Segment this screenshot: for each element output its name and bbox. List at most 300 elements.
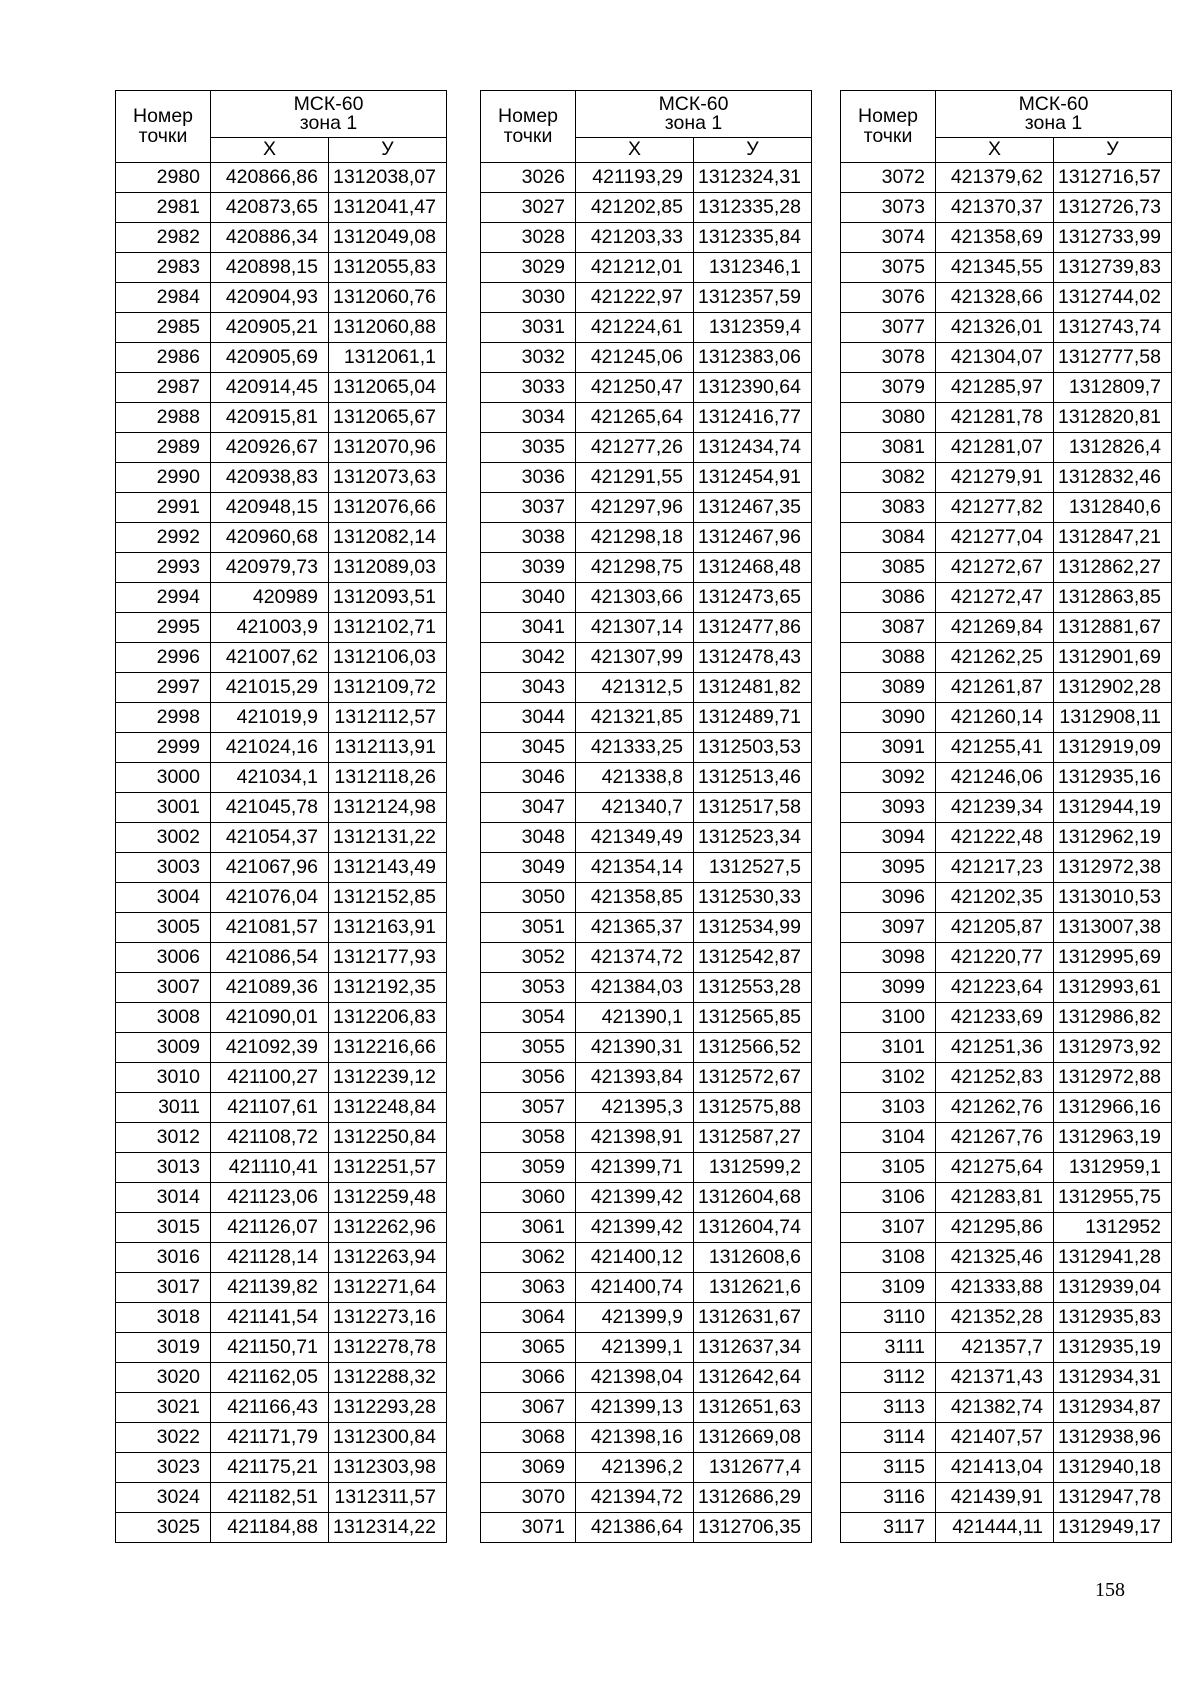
- x-coordinate-cell: 421205,87: [936, 913, 1054, 943]
- y-coordinate-cell: 1312820,81: [1054, 403, 1172, 433]
- x-coordinate-cell: 421365,37: [576, 913, 694, 943]
- y-coordinate-cell: 1312143,49: [329, 853, 447, 883]
- table-row: [481, 463, 812, 493]
- table-row: [481, 1003, 812, 1033]
- table-row: [841, 613, 1172, 643]
- point-number-cell: 3077: [841, 313, 936, 343]
- table-row: [481, 733, 812, 763]
- y-coordinate-cell: 1312481,82: [694, 673, 812, 703]
- point-number-cell: 3023: [116, 1453, 211, 1483]
- table-row: [116, 1063, 447, 1093]
- point-number-cell: 3104: [841, 1123, 936, 1153]
- point-number-cell: 3051: [481, 913, 576, 943]
- table-row: [841, 343, 1172, 373]
- x-coordinate-cell: 421399,1: [576, 1333, 694, 1363]
- point-number-cell: 2985: [116, 313, 211, 343]
- y-coordinate-cell: 1312383,06: [694, 343, 812, 373]
- point-number-cell: 3056: [481, 1063, 576, 1093]
- y-coordinate-cell: 1312468,48: [694, 553, 812, 583]
- point-number-cell: 3024: [116, 1483, 211, 1513]
- x-coordinate-cell: 420898,15: [211, 253, 329, 283]
- point-number-cell: 3112: [841, 1363, 936, 1393]
- table-row: [116, 1183, 447, 1213]
- point-number-cell: 2994: [116, 583, 211, 613]
- table-row: [481, 583, 812, 613]
- table-row: [481, 673, 812, 703]
- y-coordinate-cell: 1312335,84: [694, 223, 812, 253]
- y-coordinate-cell: 1312993,61: [1054, 973, 1172, 1003]
- point-number-cell: 3016: [116, 1243, 211, 1273]
- table-row: [481, 973, 812, 1003]
- table-row: [841, 883, 1172, 913]
- table-row: [841, 313, 1172, 343]
- point-number-cell: 3048: [481, 823, 576, 853]
- y-coordinate-cell: 1312513,46: [694, 763, 812, 793]
- y-coordinate-cell: 1312631,67: [694, 1303, 812, 1333]
- header-line: точки: [138, 124, 188, 147]
- point-number-cell: 3061: [481, 1213, 576, 1243]
- table-row: [841, 1153, 1172, 1183]
- point-number-cell: 2987: [116, 373, 211, 403]
- y-coordinate-cell: 1312949,17: [1054, 1513, 1172, 1543]
- y-coordinate-cell: 1312038,07: [329, 163, 447, 193]
- table-row: [841, 1423, 1172, 1453]
- y-coordinate-cell: 1312959,1: [1054, 1153, 1172, 1183]
- y-coordinate-cell: 1312489,71: [694, 703, 812, 733]
- y-coordinate-cell: 1312273,16: [329, 1303, 447, 1333]
- table-row: [841, 1033, 1172, 1063]
- y-coordinate-cell: 1312966,16: [1054, 1093, 1172, 1123]
- table-row: [116, 703, 447, 733]
- point-number-cell: 2991: [116, 493, 211, 523]
- page-number: 158: [1095, 1579, 1125, 1601]
- table-row: [481, 163, 812, 193]
- x-coordinate-cell: 421261,87: [936, 673, 1054, 703]
- y-coordinate-cell: 1312901,69: [1054, 643, 1172, 673]
- point-number-cell: 2997: [116, 673, 211, 703]
- y-coordinate-cell: 1312324,31: [694, 163, 812, 193]
- y-coordinate-cell: 1312131,22: [329, 823, 447, 853]
- x-coordinate-cell: 421328,66: [936, 283, 1054, 313]
- point-number-cell: 3002: [116, 823, 211, 853]
- table-row: [116, 763, 447, 793]
- x-coordinate-cell: 421171,79: [211, 1423, 329, 1453]
- x-coordinate-cell: 421384,03: [576, 973, 694, 1003]
- x-coordinate-cell: 421277,04: [936, 523, 1054, 553]
- x-coordinate-cell: 421184,88: [211, 1513, 329, 1543]
- y-coordinate-cell: 1312826,4: [1054, 433, 1172, 463]
- table-row: [116, 493, 447, 523]
- y-coordinate-cell: 1312335,28: [694, 193, 812, 223]
- x-coordinate-cell: 421092,39: [211, 1033, 329, 1063]
- point-number-cell: 3006: [116, 943, 211, 973]
- point-number-cell: 3109: [841, 1273, 936, 1303]
- y-coordinate-cell: 1312089,03: [329, 553, 447, 583]
- x-coordinate-cell: 421255,41: [936, 733, 1054, 763]
- y-coordinate-cell: 1312809,7: [1054, 373, 1172, 403]
- table-row: [116, 1483, 447, 1513]
- coordinate-system-header: [211, 91, 447, 138]
- x-coordinate-cell: 421307,14: [576, 613, 694, 643]
- point-number-cell: 2995: [116, 613, 211, 643]
- x-coordinate-cell: 421374,72: [576, 943, 694, 973]
- table-row: [481, 1033, 812, 1063]
- table-row: [841, 943, 1172, 973]
- y-coordinate-cell: 1312686,29: [694, 1483, 812, 1513]
- y-coordinate-cell: 1312847,21: [1054, 523, 1172, 553]
- y-coordinate-cell: 1312940,18: [1054, 1453, 1172, 1483]
- y-coordinate-cell: 1312102,71: [329, 613, 447, 643]
- table-row: [841, 1093, 1172, 1123]
- y-coordinate-cell: 1312743,74: [1054, 313, 1172, 343]
- table-row: [116, 283, 447, 313]
- x-coordinate-cell: 421265,64: [576, 403, 694, 433]
- x-coordinate-cell: 421252,83: [936, 1063, 1054, 1093]
- table-row: [481, 913, 812, 943]
- point-number-cell: 3088: [841, 643, 936, 673]
- point-number-cell: 3050: [481, 883, 576, 913]
- point-number-cell: 3031: [481, 313, 576, 343]
- y-coordinate-cell: 1312565,85: [694, 1003, 812, 1033]
- x-coordinate-cell: 421349,49: [576, 823, 694, 853]
- table-row: [116, 733, 447, 763]
- x-coordinate-cell: 421202,35: [936, 883, 1054, 913]
- table-row: [841, 193, 1172, 223]
- point-number-cell: 3102: [841, 1063, 936, 1093]
- y-coordinate-cell: 1312902,28: [1054, 673, 1172, 703]
- table-row: [841, 1303, 1172, 1333]
- point-number-cell: 2983: [116, 253, 211, 283]
- table-row: [481, 1393, 812, 1423]
- y-coordinate-cell: 1312259,48: [329, 1183, 447, 1213]
- y-coordinate-cell: 1312941,28: [1054, 1243, 1172, 1273]
- x-coordinate-cell: 421297,96: [576, 493, 694, 523]
- table-row: [481, 613, 812, 643]
- y-coordinate-cell: 1312599,2: [694, 1153, 812, 1183]
- point-number-cell: 3072: [841, 163, 936, 193]
- x-coordinate-cell: 421212,01: [576, 253, 694, 283]
- table-row: [841, 1213, 1172, 1243]
- table-row: [116, 313, 447, 343]
- y-coordinate-cell: 1312070,96: [329, 433, 447, 463]
- point-number-cell: 3095: [841, 853, 936, 883]
- y-coordinate-cell: 1312206,83: [329, 1003, 447, 1033]
- y-coordinate-cell: 1312863,85: [1054, 583, 1172, 613]
- y-coordinate-cell: 1312934,31: [1054, 1363, 1172, 1393]
- y-coordinate-cell: 1312706,35: [694, 1513, 812, 1543]
- point-number-cell: 3108: [841, 1243, 936, 1273]
- x-coordinate-cell: 420904,93: [211, 283, 329, 313]
- y-coordinate-cell: 1312311,57: [329, 1483, 447, 1513]
- table-row: [841, 283, 1172, 313]
- x-coordinate-cell: 421281,78: [936, 403, 1054, 433]
- y-coordinate-cell: 1312093,51: [329, 583, 447, 613]
- point-number-cell: 3080: [841, 403, 936, 433]
- x-coordinate-cell: 421333,25: [576, 733, 694, 763]
- y-coordinate-cell: 1312840,6: [1054, 493, 1172, 523]
- point-number-cell: 2990: [116, 463, 211, 493]
- point-number-cell: 3047: [481, 793, 576, 823]
- y-coordinate-cell: 1312534,99: [694, 913, 812, 943]
- point-number-cell: 3059: [481, 1153, 576, 1183]
- point-number-cell: 2980: [116, 163, 211, 193]
- x-coordinate-cell: 421398,91: [576, 1123, 694, 1153]
- x-coordinate-cell: 421399,42: [576, 1183, 694, 1213]
- x-coordinate-cell: 421370,37: [936, 193, 1054, 223]
- y-coordinate-cell: 1312263,94: [329, 1243, 447, 1273]
- x-coordinate-cell: 421298,75: [576, 553, 694, 583]
- y-coordinate-cell: 1312572,67: [694, 1063, 812, 1093]
- x-coordinate-cell: 421217,23: [936, 853, 1054, 883]
- x-coordinate-cell: 421444,11: [936, 1513, 1054, 1543]
- table-row: [481, 343, 812, 373]
- header-line: МСК-60: [1018, 92, 1089, 115]
- y-column-header: У: [694, 138, 812, 163]
- y-coordinate-cell: 1312938,96: [1054, 1423, 1172, 1453]
- point-number-cell: 3015: [116, 1213, 211, 1243]
- y-coordinate-cell: 1312118,26: [329, 763, 447, 793]
- x-coordinate-cell: 421003,9: [211, 613, 329, 643]
- x-coordinate-cell: 421321,85: [576, 703, 694, 733]
- point-number-cell: 3026: [481, 163, 576, 193]
- y-coordinate-cell: 1312726,73: [1054, 193, 1172, 223]
- x-coordinate-cell: 421220,77: [936, 943, 1054, 973]
- table-row: [841, 733, 1172, 763]
- x-coordinate-cell: 421325,46: [936, 1243, 1054, 1273]
- y-coordinate-cell: 1312060,88: [329, 313, 447, 343]
- y-coordinate-cell: 1312124,98: [329, 793, 447, 823]
- table-row: [116, 1513, 447, 1543]
- y-coordinate-cell: 1312303,98: [329, 1453, 447, 1483]
- point-number-cell: 3007: [116, 973, 211, 1003]
- x-coordinate-cell: 421067,96: [211, 853, 329, 883]
- point-number-cell: 2989: [116, 433, 211, 463]
- point-number-cell: 3014: [116, 1183, 211, 1213]
- table-row: [116, 403, 447, 433]
- x-coordinate-cell: 421291,55: [576, 463, 694, 493]
- header-line: зона 1: [664, 112, 723, 134]
- x-coordinate-cell: 421386,64: [576, 1513, 694, 1543]
- table-row: [481, 223, 812, 253]
- table-row: [841, 673, 1172, 703]
- table-row: [841, 373, 1172, 403]
- x-coordinate-cell: 421019,9: [211, 703, 329, 733]
- x-coordinate-cell: 421396,2: [576, 1453, 694, 1483]
- coordinates-table: [115, 90, 447, 1543]
- x-coordinate-cell: 420873,65: [211, 193, 329, 223]
- point-number-cell: 3114: [841, 1423, 936, 1453]
- y-coordinate-cell: 1312935,83: [1054, 1303, 1172, 1333]
- y-coordinate-cell: 1312163,91: [329, 913, 447, 943]
- point-number-cell: 3068: [481, 1423, 576, 1453]
- coordinate-system-header: [576, 91, 812, 138]
- y-coordinate-cell: 1312076,66: [329, 493, 447, 523]
- point-number-cell: 3073: [841, 193, 936, 223]
- point-number-header: [841, 91, 936, 163]
- x-coordinate-cell: 421394,72: [576, 1483, 694, 1513]
- y-coordinate-cell: 1312523,34: [694, 823, 812, 853]
- y-coordinate-cell: 1312527,5: [694, 853, 812, 883]
- x-coordinate-cell: 421357,7: [936, 1333, 1054, 1363]
- y-coordinate-cell: 1312651,63: [694, 1393, 812, 1423]
- table-row: [841, 1123, 1172, 1153]
- point-number-cell: 2986: [116, 343, 211, 373]
- y-coordinate-cell: 1312716,57: [1054, 163, 1172, 193]
- point-number-cell: 3070: [481, 1483, 576, 1513]
- x-coordinate-cell: 421141,54: [211, 1303, 329, 1333]
- point-number-cell: 3030: [481, 283, 576, 313]
- x-coordinate-cell: 420905,21: [211, 313, 329, 343]
- point-number-header: [481, 91, 576, 163]
- x-coordinate-cell: 421162,05: [211, 1363, 329, 1393]
- table-row: [481, 943, 812, 973]
- table-row: [841, 1453, 1172, 1483]
- y-coordinate-cell: 1312832,46: [1054, 463, 1172, 493]
- y-coordinate-cell: 1312073,63: [329, 463, 447, 493]
- point-number-cell: 3038: [481, 523, 576, 553]
- y-coordinate-cell: 1312935,16: [1054, 763, 1172, 793]
- table-row: [481, 703, 812, 733]
- point-number-cell: 3011: [116, 1093, 211, 1123]
- table-row: [481, 523, 812, 553]
- table-row: [481, 553, 812, 583]
- y-coordinate-cell: 1312390,64: [694, 373, 812, 403]
- x-coordinate-cell: 421193,29: [576, 163, 694, 193]
- table-row: [116, 523, 447, 553]
- point-number-cell: 3092: [841, 763, 936, 793]
- table-row: [116, 583, 447, 613]
- x-coordinate-cell: 421150,71: [211, 1333, 329, 1363]
- x-coordinate-cell: 421407,57: [936, 1423, 1054, 1453]
- y-coordinate-cell: 1312986,82: [1054, 1003, 1172, 1033]
- point-number-cell: 3029: [481, 253, 576, 283]
- x-coordinate-cell: 421413,04: [936, 1453, 1054, 1483]
- table-row: [116, 643, 447, 673]
- table-row: [116, 1303, 447, 1333]
- point-number-cell: 3020: [116, 1363, 211, 1393]
- point-number-cell: 3090: [841, 703, 936, 733]
- table-row: [116, 163, 447, 193]
- y-coordinate-cell: 1312733,99: [1054, 223, 1172, 253]
- point-number-cell: 3066: [481, 1363, 576, 1393]
- table-row: [841, 1393, 1172, 1423]
- table-row: [481, 1093, 812, 1123]
- point-number-cell: 3012: [116, 1123, 211, 1153]
- y-coordinate-cell: 1312346,1: [694, 253, 812, 283]
- y-coordinate-cell: 1312478,43: [694, 643, 812, 673]
- table-row: [481, 643, 812, 673]
- y-coordinate-cell: 1312604,74: [694, 1213, 812, 1243]
- y-coordinate-cell: 1312251,57: [329, 1153, 447, 1183]
- y-coordinate-cell: 1312434,74: [694, 433, 812, 463]
- table-row: [481, 1123, 812, 1153]
- x-coordinate-cell: 421100,27: [211, 1063, 329, 1093]
- y-coordinate-cell: 1312477,86: [694, 613, 812, 643]
- table-row: [481, 433, 812, 463]
- y-coordinate-cell: 1312604,68: [694, 1183, 812, 1213]
- table-row: [841, 523, 1172, 553]
- header-line: Номер: [857, 105, 919, 127]
- table-row: [841, 163, 1172, 193]
- x-coordinate-cell: 421239,34: [936, 793, 1054, 823]
- point-number-cell: 3040: [481, 583, 576, 613]
- y-coordinate-cell: 1312517,58: [694, 793, 812, 823]
- table-row: [841, 1363, 1172, 1393]
- point-number-cell: 3086: [841, 583, 936, 613]
- x-coordinate-cell: 421400,74: [576, 1273, 694, 1303]
- y-coordinate-cell: 1312952: [1054, 1213, 1172, 1243]
- x-coordinate-cell: 421277,26: [576, 433, 694, 463]
- table-row: [481, 1213, 812, 1243]
- point-number-cell: 3025: [116, 1513, 211, 1543]
- point-number-cell: 3022: [116, 1423, 211, 1453]
- point-number-cell: 2982: [116, 223, 211, 253]
- table-row: [841, 1333, 1172, 1363]
- point-number-cell: 2998: [116, 703, 211, 733]
- y-coordinate-cell: 1312109,72: [329, 673, 447, 703]
- y-coordinate-cell: 1312041,47: [329, 193, 447, 223]
- header-line: Номер: [132, 105, 194, 127]
- y-coordinate-cell: 1313007,38: [1054, 913, 1172, 943]
- table-row: [116, 463, 447, 493]
- point-number-cell: 3110: [841, 1303, 936, 1333]
- x-coordinate-cell: 421089,36: [211, 973, 329, 1003]
- x-coordinate-cell: 421395,3: [576, 1093, 694, 1123]
- y-coordinate-cell: 1312637,34: [694, 1333, 812, 1363]
- table-row: [481, 1303, 812, 1333]
- point-number-cell: 3094: [841, 823, 936, 853]
- y-coordinate-cell: 1312955,75: [1054, 1183, 1172, 1213]
- x-coordinate-cell: 421400,12: [576, 1243, 694, 1273]
- table-row: [116, 1093, 447, 1123]
- x-coordinate-cell: 421108,72: [211, 1123, 329, 1153]
- x-coordinate-cell: 421272,47: [936, 583, 1054, 613]
- point-number-cell: 3113: [841, 1393, 936, 1423]
- point-number-cell: 3098: [841, 943, 936, 973]
- table-row: [116, 823, 447, 853]
- x-coordinate-cell: 421439,91: [936, 1483, 1054, 1513]
- y-coordinate-cell: 1312288,32: [329, 1363, 447, 1393]
- y-coordinate-cell: 1312416,77: [694, 403, 812, 433]
- point-number-cell: 3099: [841, 973, 936, 1003]
- point-number-cell: 3100: [841, 1003, 936, 1033]
- x-coordinate-cell: 421024,16: [211, 733, 329, 763]
- x-coordinate-cell: 421398,16: [576, 1423, 694, 1453]
- y-coordinate-cell: 1312553,28: [694, 973, 812, 1003]
- point-number-cell: 3032: [481, 343, 576, 373]
- x-coordinate-cell: 421260,14: [936, 703, 1054, 733]
- x-coordinate-cell: 421224,61: [576, 313, 694, 343]
- x-coordinate-cell: 421312,5: [576, 673, 694, 703]
- x-coordinate-cell: 420915,81: [211, 403, 329, 433]
- table-row: [481, 763, 812, 793]
- x-column-header: X: [576, 138, 694, 163]
- x-coordinate-cell: 421110,41: [211, 1153, 329, 1183]
- table-row: [116, 1273, 447, 1303]
- table-row: [116, 343, 447, 373]
- table-row: [841, 553, 1172, 583]
- x-coordinate-cell: 421358,85: [576, 883, 694, 913]
- point-number-cell: 3017: [116, 1273, 211, 1303]
- table-row: [841, 973, 1172, 1003]
- x-coordinate-cell: 421045,78: [211, 793, 329, 823]
- y-coordinate-cell: 1312293,28: [329, 1393, 447, 1423]
- point-number-cell: 3037: [481, 493, 576, 523]
- table-row: [481, 1063, 812, 1093]
- y-coordinate-cell: 1312065,04: [329, 373, 447, 403]
- x-coordinate-cell: 421354,14: [576, 853, 694, 883]
- table-row: [481, 1483, 812, 1513]
